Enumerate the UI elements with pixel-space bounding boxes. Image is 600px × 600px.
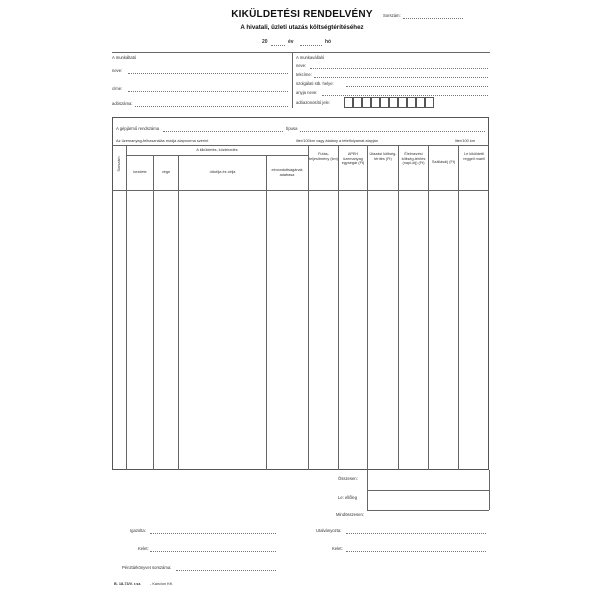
tax-id-cell[interactable] xyxy=(371,97,380,108)
date-year-prefix: 20 xyxy=(262,39,268,45)
tax-id-cell[interactable] xyxy=(362,97,371,108)
col-divider xyxy=(398,145,399,470)
tax-id-cell[interactable] xyxy=(353,97,362,108)
employee-section-label: A munkavállaló xyxy=(296,55,325,60)
vehicle-type-label: típusa xyxy=(286,126,298,131)
employee-name-field[interactable] xyxy=(310,68,488,69)
approved-label: Utalványozta: xyxy=(316,528,342,533)
top-rule xyxy=(112,52,490,53)
col-header-breakfast: Le kiküldetti reggeli maell xyxy=(463,152,485,161)
col-divider xyxy=(458,145,459,470)
col-header-end: vége xyxy=(161,170,171,174)
advance-label: Le: ellőleg xyxy=(338,495,358,500)
date-label-right: Kelet: xyxy=(332,546,343,551)
tax-id-cell[interactable] xyxy=(407,97,416,108)
table-header-bottom-rule xyxy=(112,190,489,191)
tax-id-cell[interactable] xyxy=(380,97,389,108)
col-divider xyxy=(308,145,309,470)
col-header-travel-cost: Utazási költség-térítés (Ft) xyxy=(369,152,397,161)
col-header-start: kezdete xyxy=(133,170,147,174)
per100-label: liter/100km vagy átalány a tételfolyamat alapján xyxy=(296,138,378,143)
totals-right-edge xyxy=(489,470,490,510)
col-divider xyxy=(367,145,368,510)
tax-id-cell[interactable] xyxy=(416,97,425,108)
form-code: B. 18-73/V. r.sz. xyxy=(114,582,142,586)
balance-label: Mindösszesen: xyxy=(336,512,364,517)
date-line-left[interactable] xyxy=(150,551,276,552)
employee-residence-field[interactable] xyxy=(346,86,488,87)
employer-address-label: címe: xyxy=(112,86,123,91)
tax-id-cell[interactable] xyxy=(389,97,398,108)
fuel-norm-label: Az üzemanyag-felhasználás módja alapnorma szerint xyxy=(116,138,209,143)
employer-tax-label: adószáma: xyxy=(112,101,133,106)
date-month-field[interactable] xyxy=(300,45,322,46)
date-line-right[interactable] xyxy=(346,551,486,552)
col-divider xyxy=(178,155,179,470)
tax-id-cell[interactable] xyxy=(398,97,407,108)
employee-mother-field[interactable] xyxy=(322,95,488,96)
employee-tax-id-label: adóazonosító jele: xyxy=(296,100,330,105)
col-header-accommodation: elmondottságának adatrasa xyxy=(271,168,303,177)
form-subtitle: A hivatali, üzleti utazás költségtérítéséhez xyxy=(240,24,364,31)
table-header-top-rule xyxy=(112,145,489,146)
totals-rule xyxy=(367,490,489,491)
vehicle-type-field[interactable] xyxy=(300,131,485,132)
date-label-left: Kelet: xyxy=(138,546,149,551)
serial-col-header: Sorszám xyxy=(117,156,121,172)
col-header-fuel-price: APEH üzemanyag egységár (Ft) xyxy=(341,152,365,166)
group-header: A kiküldetés, közlekedés xyxy=(196,148,238,152)
col-header-lodging: Szállásdíj (Ft) xyxy=(431,160,456,164)
party-divider xyxy=(292,52,293,108)
employer-name-label: neve: xyxy=(112,68,123,73)
approved-signature-line[interactable] xyxy=(346,533,486,534)
totals-rule xyxy=(367,510,489,511)
tax-id-cell[interactable] xyxy=(344,97,353,108)
tax-id-cell[interactable] xyxy=(425,97,434,108)
serial-line[interactable] xyxy=(403,18,463,19)
publisher: - Kanclon Kft. xyxy=(150,582,173,586)
col-header-distance: Futás-teljesítmény (km) xyxy=(309,152,338,161)
employee-residence-label: szolgálati stb. helye: xyxy=(296,81,334,86)
date-year-field[interactable] xyxy=(271,45,285,46)
certified-label: Igazolta: xyxy=(130,528,146,533)
vehicle-plate-field[interactable] xyxy=(163,131,283,132)
employee-position-label: tekcíme: xyxy=(296,72,312,77)
ledger-line[interactable] xyxy=(176,570,276,571)
col-divider xyxy=(266,155,267,470)
sum-label: Összesen: xyxy=(338,476,358,481)
employee-mother-label: anyja neve: xyxy=(296,90,318,95)
employee-name-label: neve: xyxy=(296,63,307,68)
col-divider xyxy=(153,155,154,470)
employee-position-field[interactable] xyxy=(314,77,488,78)
ledger-label: Pénztárkönyvet sorszáma: xyxy=(122,565,172,570)
employer-tax-field[interactable] xyxy=(135,106,288,107)
col-divider xyxy=(338,145,339,470)
certified-signature-line[interactable] xyxy=(150,533,276,534)
vehicle-plate-label: A gépjármű rendszáma xyxy=(116,126,160,131)
date-month-label: hó xyxy=(325,39,332,45)
employer-name-field[interactable] xyxy=(128,73,288,74)
employer-section-label: A munkáltató xyxy=(112,55,137,60)
form-title: KIKÜLDETÉSI RENDELVÉNY xyxy=(231,9,373,20)
serial-label: Sorszám: xyxy=(383,13,401,18)
per100-right-label: liter/100 km xyxy=(455,138,476,143)
employer-address-field[interactable] xyxy=(128,91,288,92)
col-header-meal-cost: Élelmezési költség-térítés (napi-díj) (Ft) xyxy=(401,152,426,166)
col-divider xyxy=(126,145,127,470)
col-divider xyxy=(428,145,429,470)
date-year-label: év xyxy=(288,39,294,45)
col-header-destination: úticélja és célja xyxy=(209,170,236,174)
